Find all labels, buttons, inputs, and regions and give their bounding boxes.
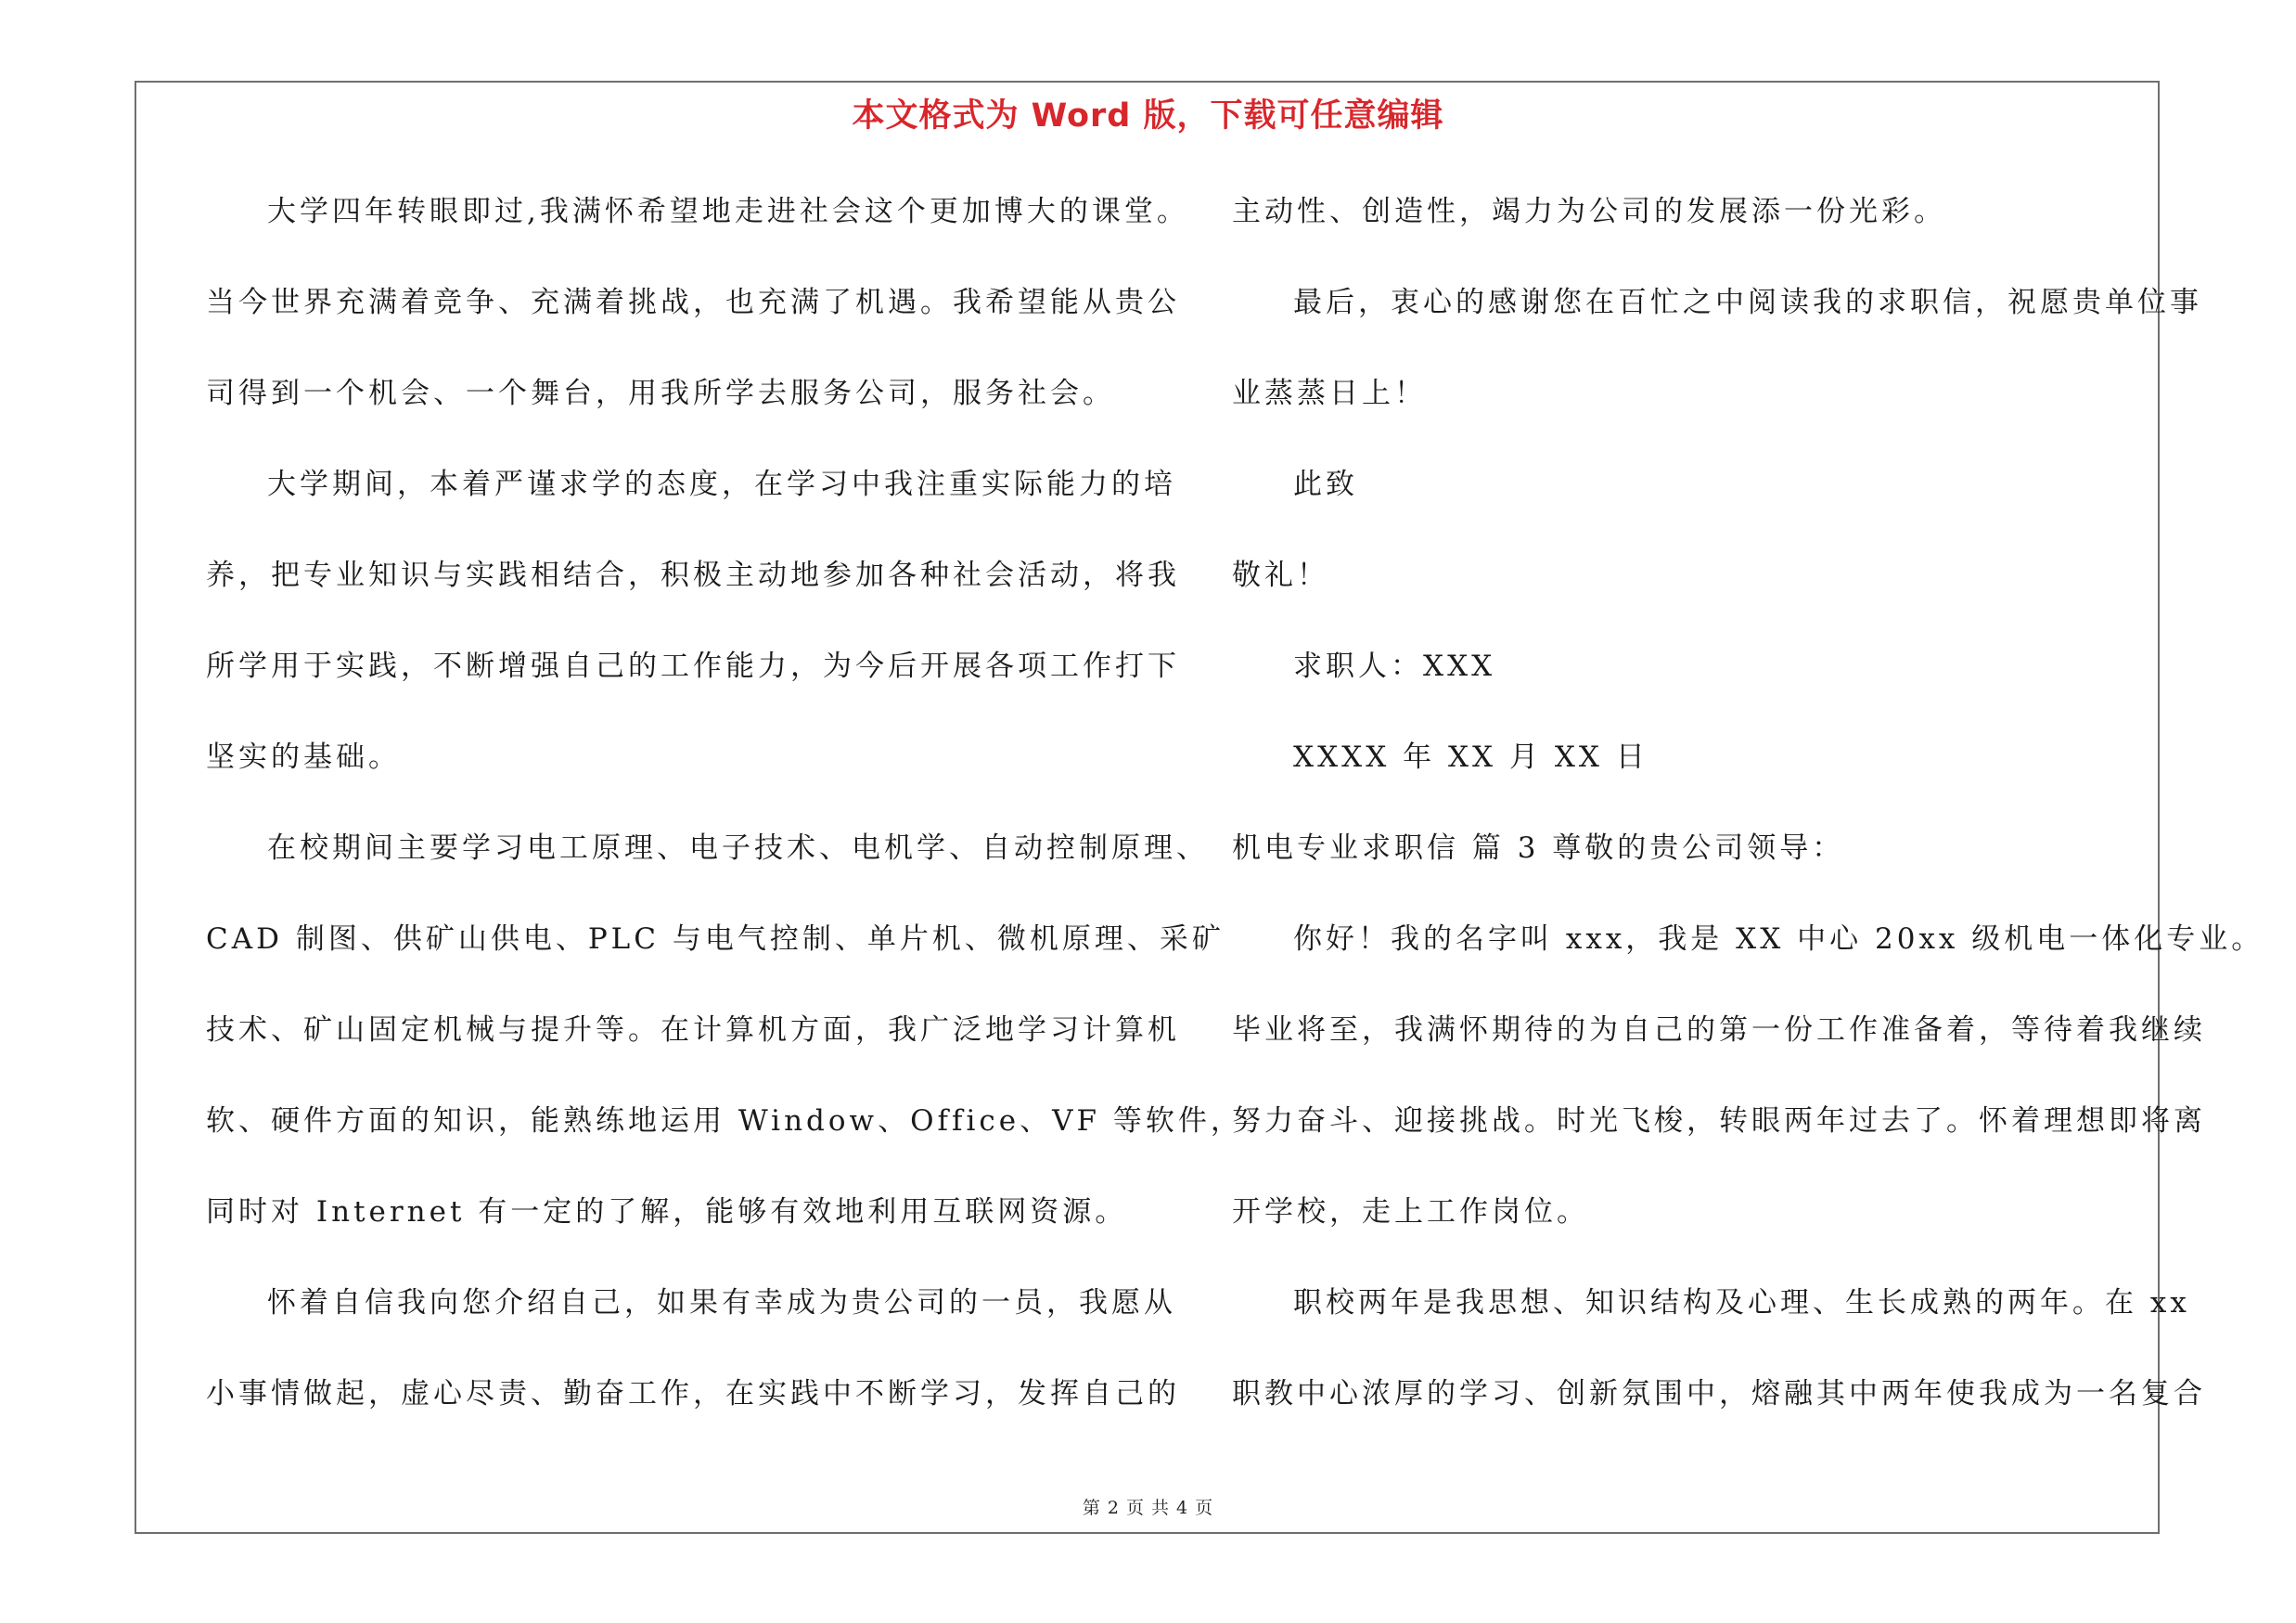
header-banner: 本文格式为 Word 版，下载可任意编辑	[852, 97, 1444, 135]
text-line: 大学期间，本着严谨求学的态度，在学习中我注重实际能力的培	[267, 468, 1176, 501]
closing-salutation: 此致	[1293, 468, 1358, 501]
page-number: 第 2 页 共 4 页	[1082, 1498, 1214, 1518]
text-line: 主动性、创造性，竭力为公司的发展添一份光彩。	[1232, 195, 1946, 228]
left-column	[206, 184, 1243, 1457]
signature-line: 求职人：XXX	[1293, 650, 1496, 683]
text-line: 最后，衷心的感谢您在百忙之中阅读我的求职信，祝愿贵单位事	[1293, 286, 2202, 319]
text-line: 职教中心浓厚的学习、创新氛围中，熔融其中两年使我成为一名复合	[1232, 1377, 2206, 1410]
text-line: 小事情做起，虚心尽责、勤奋工作，在实践中不断学习，发挥自己的	[206, 1377, 1180, 1410]
text-line: 业蒸蒸日上！	[1232, 377, 1427, 410]
text-line: 所学用于实践，不断增强自己的工作能力，为今后开展各项工作打下	[206, 650, 1180, 683]
text-line: 当今世界充满着竞争、充满着挑战，也充满了机遇。我希望能从贵公	[206, 286, 1180, 319]
text-line: 职校两年是我思想、知识结构及心理、生长成熟的两年。在 xx	[1293, 1286, 2190, 1320]
text-line: 养，把专业知识与实践相结合，积极主动地参加各种社会活动，将我	[206, 559, 1180, 592]
text-line: 技术、矿山固定机械与提升等。在计算机方面，我广泛地学习计算机	[206, 1013, 1180, 1047]
right-column	[1232, 184, 2264, 1457]
text-line: 司得到一个机会、一个舞台，用我所学去服务公司，服务社会。	[206, 377, 1115, 410]
text-line: 你好！我的名字叫 xxx，我是 XX 中心 20xx 级机电一体化专业。	[1293, 922, 2264, 956]
text-line: 大学四年转眼即过,我满怀希望地走进社会这个更加博大的课堂。	[267, 195, 1189, 228]
text-line: 坚实的基础。	[206, 741, 401, 774]
text-line: 开学校，走上工作岗位。	[1232, 1195, 1589, 1229]
date-line: XXXX 年 XX 月 XX 日	[1293, 741, 1648, 774]
section-heading: 机电专业求职信 篇 3 尊敬的贵公司领导：	[1232, 831, 1845, 865]
text-line: 毕业将至，我满怀期待的为自己的第一份工作准备着，等待着我继续	[1232, 1013, 2206, 1047]
text-line: CAD 制图、供矿山供电、PLC 与电气控制、单片机、微机原理、采矿	[206, 922, 1225, 956]
text-line: 努力奋斗、迎接挑战。时光飞梭，转眼两年过去了。怀着理想即将离	[1232, 1104, 2206, 1138]
text-line: 同时对 Internet 有一定的了解，能够有效地利用互联网资源。	[206, 1195, 1128, 1229]
closing-regards: 敬礼！	[1232, 559, 1329, 592]
text-line: 在校期间主要学习电工原理、电子技术、电机学、自动控制原理、	[267, 831, 1209, 865]
text-line: 软、硬件方面的知识，能熟练地运用 Window、Office、VF 等软件，	[206, 1104, 1243, 1138]
text-line: 怀着自信我向您介绍自己，如果有幸成为贵公司的一员，我愿从	[267, 1286, 1176, 1320]
